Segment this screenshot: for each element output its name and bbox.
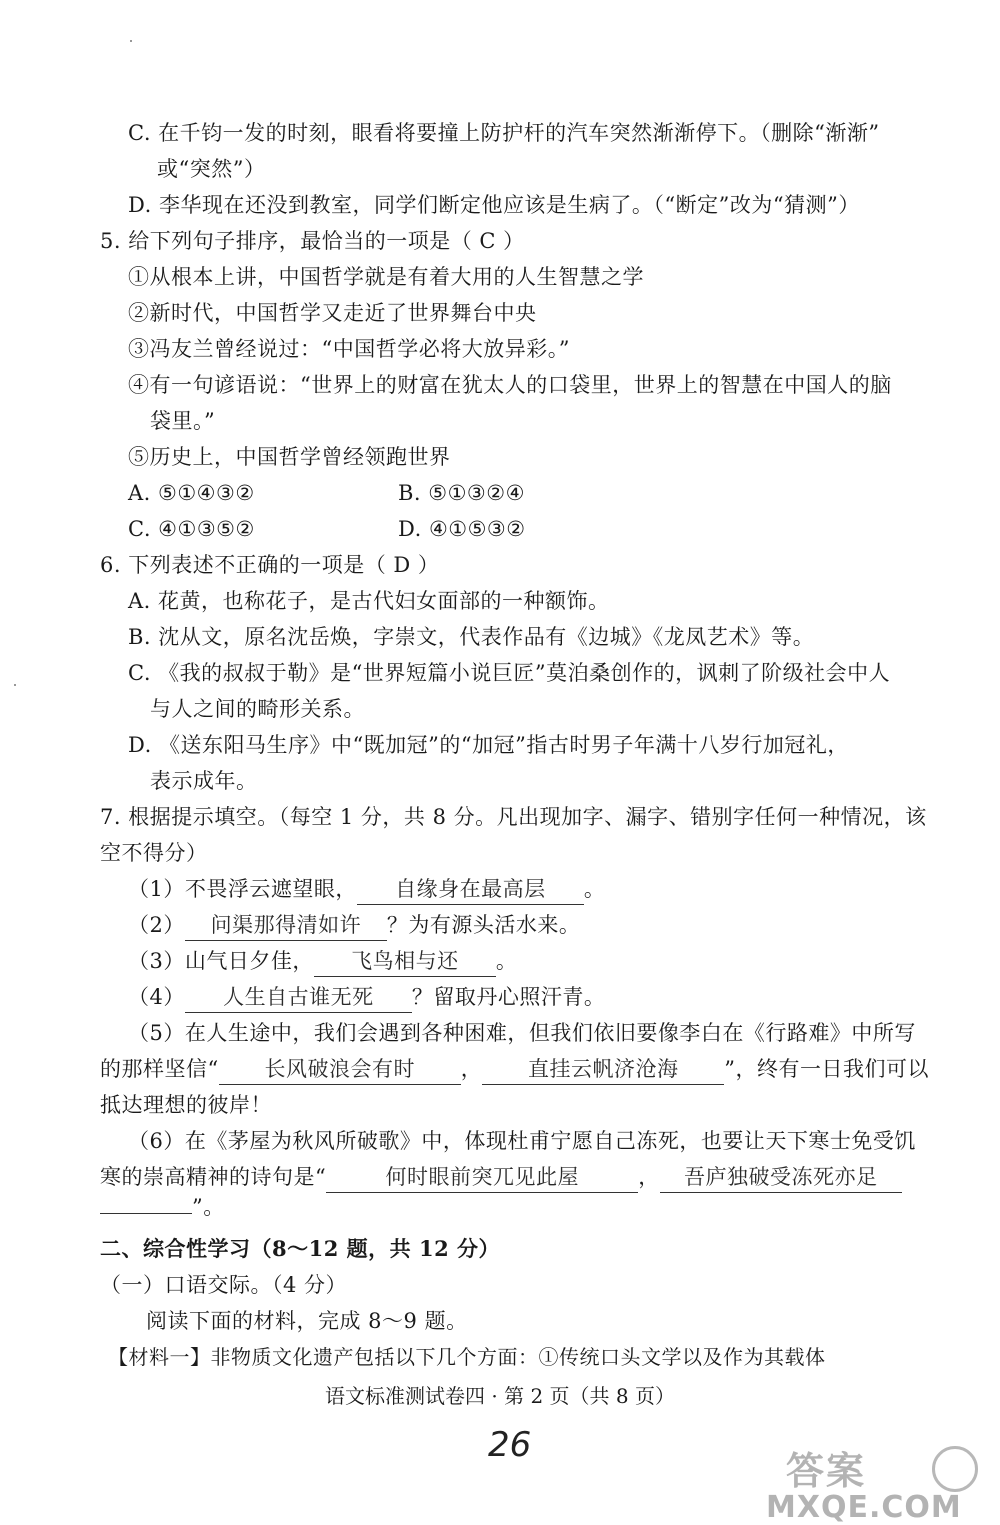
scan-speck xyxy=(130,40,132,42)
scan-speck xyxy=(14,684,16,686)
q7-5-answer-1: 长风破浪会有时 xyxy=(219,1054,461,1085)
q6-option-c-line1: C. 《我的叔叔于勒》是“世界短篇小说巨匠”莫泊桑创作的，讽刺了阶级社会中人 xyxy=(128,661,891,685)
q7-item-4 xyxy=(128,982,605,1013)
section-2-instruction: 阅读下面的材料，完成 8～9 题。 xyxy=(146,1309,468,1333)
q7-4-answer: 人生自古谁无死 xyxy=(185,982,412,1013)
q7-4-end: ？留取丹心照汗青。 xyxy=(411,985,606,1009)
q7-6-answer-2: 吾庐独破受冻死亦足 xyxy=(660,1162,902,1193)
q7-6-answer-1: 何时眼前突兀见此屋 xyxy=(326,1162,638,1193)
q7-item-5-line1: （5）在人生途中，我们会遇到各种困难，但我们依旧要像李白在《行路难》中所写 xyxy=(128,1021,916,1045)
watermark-logo: 答案 xyxy=(786,1449,867,1493)
q7-item-3 xyxy=(128,946,517,977)
section-2-title: 二、综合性学习（8～12 题，共 12 分） xyxy=(100,1236,500,1261)
q7-item-2 xyxy=(128,910,580,941)
q6-option-c-line2: 与人之间的畸形关系。 xyxy=(150,697,365,721)
q7-6-separator: ， xyxy=(638,1165,660,1189)
q7-item-5-line3: 抵达理想的彼岸！ xyxy=(100,1093,272,1117)
q7-stem-line1: 7. 根据提示填空。（每空 1 分，共 8 分。凡出现加字、漏字、错别字任何一种情况，该 xyxy=(100,805,927,829)
q7-item-6-line1: （6）在《茅屋为秋风所破歌》中，体现杜甫宁愿自己冻死，也要让天下寒士免受饥 xyxy=(128,1129,916,1153)
section-2-subtitle: （一）口语交际。（4 分） xyxy=(100,1273,348,1297)
q7-stem-line2: 空不得分） xyxy=(100,841,208,865)
q4-option-c-line1: C. 在千钧一发的时刻，眼看将要撞上防护杆的汽车突然渐渐停下。（删除“渐渐” xyxy=(128,121,880,145)
q7-1-end: 。 xyxy=(583,877,606,901)
q7-5-separator: ， xyxy=(460,1057,483,1081)
watermark xyxy=(726,1440,986,1524)
q5-option-d: D. ④①⑤③② xyxy=(398,517,526,541)
q6-option-d-line2: 表示成年。 xyxy=(150,769,258,793)
page-footer: 语文标准测试卷四 · 第 2 页（共 8 页） xyxy=(325,1384,675,1408)
watermark-url: MXQE.COM xyxy=(766,1490,962,1525)
material-1: 【材料一】非物质文化遗产包括以下几个方面：①传统口头文学以及作为其载体 xyxy=(108,1345,826,1369)
q7-5-answer-2: 直挂云帆济沧海 xyxy=(482,1054,724,1085)
q4-option-c-line2: 或“突然”） xyxy=(157,157,266,181)
q7-1-prompt: （1）不畏浮云遮望眼， xyxy=(128,877,357,901)
q7-2-answer: 问渠那得清如许 xyxy=(185,910,387,941)
q7-3-prompt: （3）山气日夕佳， xyxy=(128,949,314,973)
q7-1-answer: 自缘身在最高层 xyxy=(357,874,584,905)
q7-2-prompt: （2） xyxy=(128,913,185,937)
q7-6-end: ”。 xyxy=(192,1195,225,1219)
q7-5-prompt: 的那样坚信“ xyxy=(100,1057,219,1081)
q5-option-b: B. ⑤①③②④ xyxy=(398,481,525,505)
q4-option-d: D. 李华现在还没到教室，同学们断定他应该是生病了。（“断定”改为“猜测”） xyxy=(128,193,860,217)
q7-item-5-line2 xyxy=(100,1054,929,1085)
q5-sentence-4a: ④有一句谚语说：“世界上的财富在犹太人的口袋里，世界上的智慧在中国人的脑 xyxy=(128,373,892,397)
q5-option-a: A. ⑤①④③② xyxy=(128,481,255,505)
q7-6-prompt: 寒的崇高精神的诗句是“ xyxy=(100,1165,327,1189)
q5-sentence-3: ③冯友兰曾经说过：“中国哲学必将大放异彩。” xyxy=(128,337,570,361)
q5-sentence-4b: 袋里。” xyxy=(150,409,216,433)
q7-2-end: ？为有源头活水来。 xyxy=(386,913,581,937)
q7-3-answer: 飞鸟相与还 xyxy=(314,946,496,977)
q6-option-d-line1: D. 《送东阳马生序》中“既加冠”的“加冠”指古时男子年满十八岁行加冠礼， xyxy=(128,733,849,757)
q7-item-6-line3 xyxy=(100,1192,225,1222)
q5-sentence-1: ①从根本上讲，中国哲学就是有着大用的人生智慧之学 xyxy=(128,265,644,289)
q5-sentence-2: ②新时代，中国哲学又走近了世界舞台中央 xyxy=(128,301,537,325)
q7-5-continuation: ”，终有一日我们可以 xyxy=(724,1057,929,1081)
q7-3-end: 。 xyxy=(495,949,518,973)
q6-option-b: B. 沈从文，原名沈岳焕，字崇文，代表作品有《边城》《龙凤艺术》等。 xyxy=(128,625,815,649)
q5-sentence-5: ⑤历史上，中国哲学曾经领跑世界 xyxy=(128,445,451,469)
q6-stem: 6. 下列表述不正确的一项是（ D ） xyxy=(100,553,440,577)
q7-4-prompt: （4） xyxy=(128,985,185,1009)
q5-stem: 5. 给下列句子排序，最恰当的一项是（ C ） xyxy=(100,229,525,253)
q7-6-answer-2-continuation xyxy=(100,1213,192,1214)
q7-item-1 xyxy=(128,874,605,905)
handwritten-page-number: 26 xyxy=(488,1425,532,1465)
q6-option-a: A. 花黄，也称花子，是古代妇女面部的一种额饰。 xyxy=(128,589,610,613)
watermark-circle-icon xyxy=(932,1446,978,1492)
q5-option-c: C. ④①③⑤② xyxy=(128,517,255,541)
q7-item-6-line2 xyxy=(100,1162,902,1193)
